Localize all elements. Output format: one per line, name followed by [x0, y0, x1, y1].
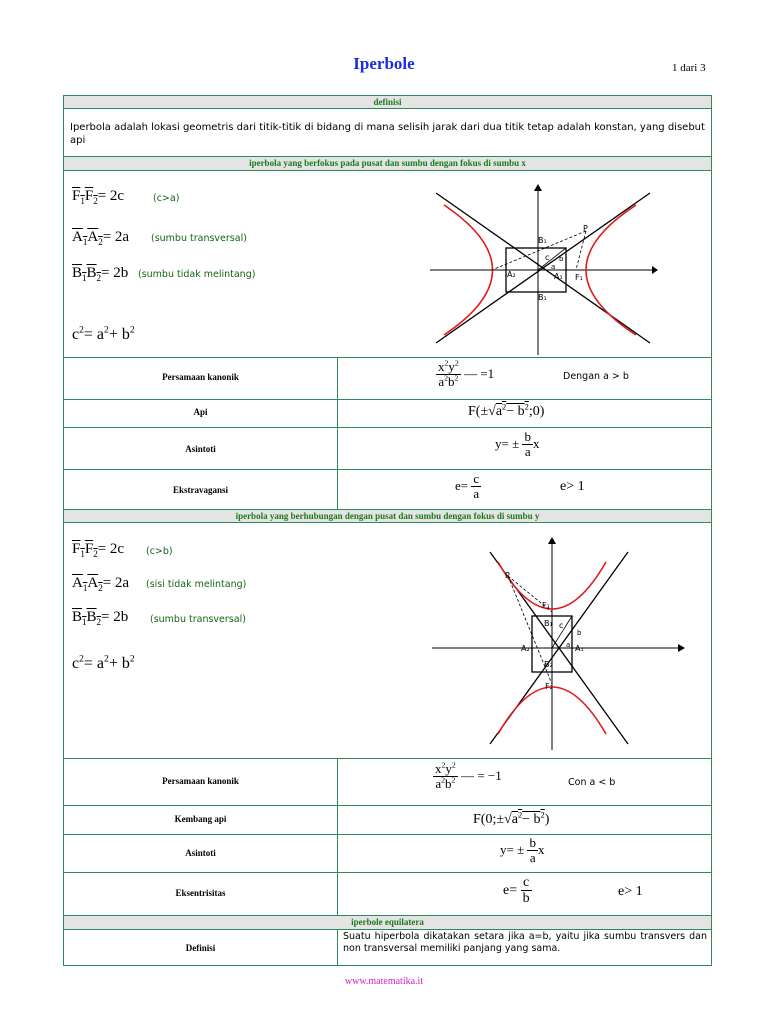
transverse-axis-note: (sumbu transversal): [151, 233, 247, 244]
label-a1: A₁: [575, 644, 584, 653]
conjugate-axis-note: (sumbu tidak melintang): [138, 269, 256, 280]
label-a2: A₂: [507, 270, 516, 279]
x-axis-arrow: [652, 266, 658, 274]
label-a: a: [551, 263, 556, 271]
row-divider: [64, 427, 711, 428]
y-axis-arrow: [548, 537, 556, 544]
label-a1: A₁: [554, 272, 563, 281]
column-divider: [337, 357, 338, 510]
eccentricity-condition-y: e> 1: [618, 884, 643, 899]
row-label-canonical-x: Persamaan kanonik: [162, 372, 239, 382]
transverse-axis-formula-y: $A_1A_2= 2a$: [72, 575, 130, 593]
x-axis-arrow: [678, 644, 685, 652]
transverse-axis-formula: $A_1A_2= 2a$: [72, 229, 130, 247]
column-divider: [337, 930, 338, 966]
asymptote-equation-x: y= ± $\frac{b}{a}$ x: [495, 429, 540, 460]
hyperbola-x-diagram: [426, 183, 658, 359]
row-label-foci-x: Api: [193, 407, 208, 417]
label-p: P: [505, 571, 510, 580]
column-divider: [337, 758, 338, 915]
row-label-definisi: Definisi: [185, 943, 216, 953]
eccentricity-condition-x: e> 1: [560, 479, 585, 494]
foci-condition-note-y: (c>b): [146, 546, 173, 557]
hyperbola-y-diagram: [428, 536, 686, 752]
foci-coordinates-x: $F(\pm√a^2-$ $b^2;0$): [468, 402, 545, 419]
label-b: b: [559, 255, 564, 263]
row-label-asymptotes-x: Asintoti: [185, 444, 216, 454]
canonical-note-y: Con a < b: [568, 777, 616, 788]
conjugate-axis-formula-y: $B_1B_2= 2b$: [72, 609, 129, 627]
label-b2: B₁: [538, 293, 547, 302]
row-label-canonical-y: Persamaan kanonik: [162, 776, 239, 786]
section-x-header: iperbola yang berfokus pada pusat dan sumbu dengan fokus di sumbu x: [64, 156, 711, 171]
label-a2: A₂: [521, 644, 530, 653]
transverse-axis-note-y: (sisi tidak melintang): [146, 579, 247, 590]
eccentricity-formula-y: e= $\frac{c}{b}$: [503, 875, 530, 907]
row-divider: [64, 805, 711, 806]
label-c: c: [545, 253, 550, 262]
row-divider: [64, 872, 711, 873]
row-label-foci-y: Kembang api: [174, 814, 227, 824]
row-label-asymptotes-y: Asintoti: [185, 848, 216, 858]
label-b2: B₂: [544, 660, 553, 669]
label-f1: F₁: [575, 273, 583, 282]
definisi-text: Iperbola adalah lokasi geometris dari titik-titik di bidang di mana selisih jarak dari dua titik tetap adalah konstan, yang disebut api: [70, 122, 705, 146]
row-divider: [64, 469, 711, 470]
equilatera-definition: Suatu hiperbola dikatakan setara jika a=b, yaitu jika sumbu transvers dan non transversal memiliki panjang yang sama.: [343, 931, 707, 954]
pythagorean-relation: $c^2= a^2+ b^2$: [72, 324, 135, 343]
conjugate-axis-note-y: (sumbu transversal): [150, 614, 246, 625]
page-title: Iperbole: [353, 54, 415, 73]
foci-distance-formula: $F_1F_2= 2c$: [72, 188, 125, 206]
canonical-equation-y: $\frac{x^2y^2}{a^2b^2}$ — = −1: [435, 760, 502, 792]
footer-link[interactable]: www.matematika.it: [344, 976, 424, 987]
eccentricity-formula-x: e= $\frac{c}{a}$: [455, 471, 480, 502]
focal-radius-2: [576, 231, 586, 270]
label-a: a: [566, 641, 571, 649]
row-divider: [64, 357, 711, 358]
label-f1: F₁: [542, 601, 550, 610]
label-p: P: [583, 224, 588, 233]
label-f2: F₂: [545, 682, 553, 691]
pythagorean-relation-y: $c^2= a^2+ b^2$: [72, 653, 135, 672]
row-divider: [64, 834, 711, 835]
foci-distance-formula-y: $F_1F_2= 2c$: [72, 541, 125, 559]
conjugate-axis-formula: $B_1B_2= 2b$: [72, 265, 129, 283]
label-b1: B₁: [544, 619, 553, 628]
row-label-eccentricity-y: Eksentrisitas: [175, 888, 226, 898]
label-c: c: [559, 621, 564, 630]
page-number: 1 dari 3: [672, 62, 706, 74]
label-b1: B₁: [538, 236, 547, 245]
foci-condition-note: (c>a): [153, 193, 180, 204]
row-label-eccentricity-x: Ekstravagansi: [172, 485, 228, 495]
canonical-equation-x: $\frac{x^2y^2}{a^2b^2}$ — =1: [438, 358, 495, 390]
equilatera-header: iperbole equilatera: [64, 915, 711, 930]
row-divider: [64, 758, 711, 759]
definisi-header: definisi: [64, 95, 711, 109]
section-y-header: iperbola yang berhubungan dengan pusat dan sumbu dengan fokus di sumbu y: [64, 509, 711, 523]
row-divider: [64, 399, 711, 400]
asymptote-equation-y: y= ± $\frac{b}{a}$ x: [500, 835, 545, 866]
label-b: b: [577, 629, 582, 637]
foci-coordinates-y: $F(0;\pm√a^2- b^2)$: [473, 810, 550, 827]
canonical-note-x: Dengan a > b: [563, 371, 629, 382]
y-axis-arrow: [534, 184, 542, 191]
